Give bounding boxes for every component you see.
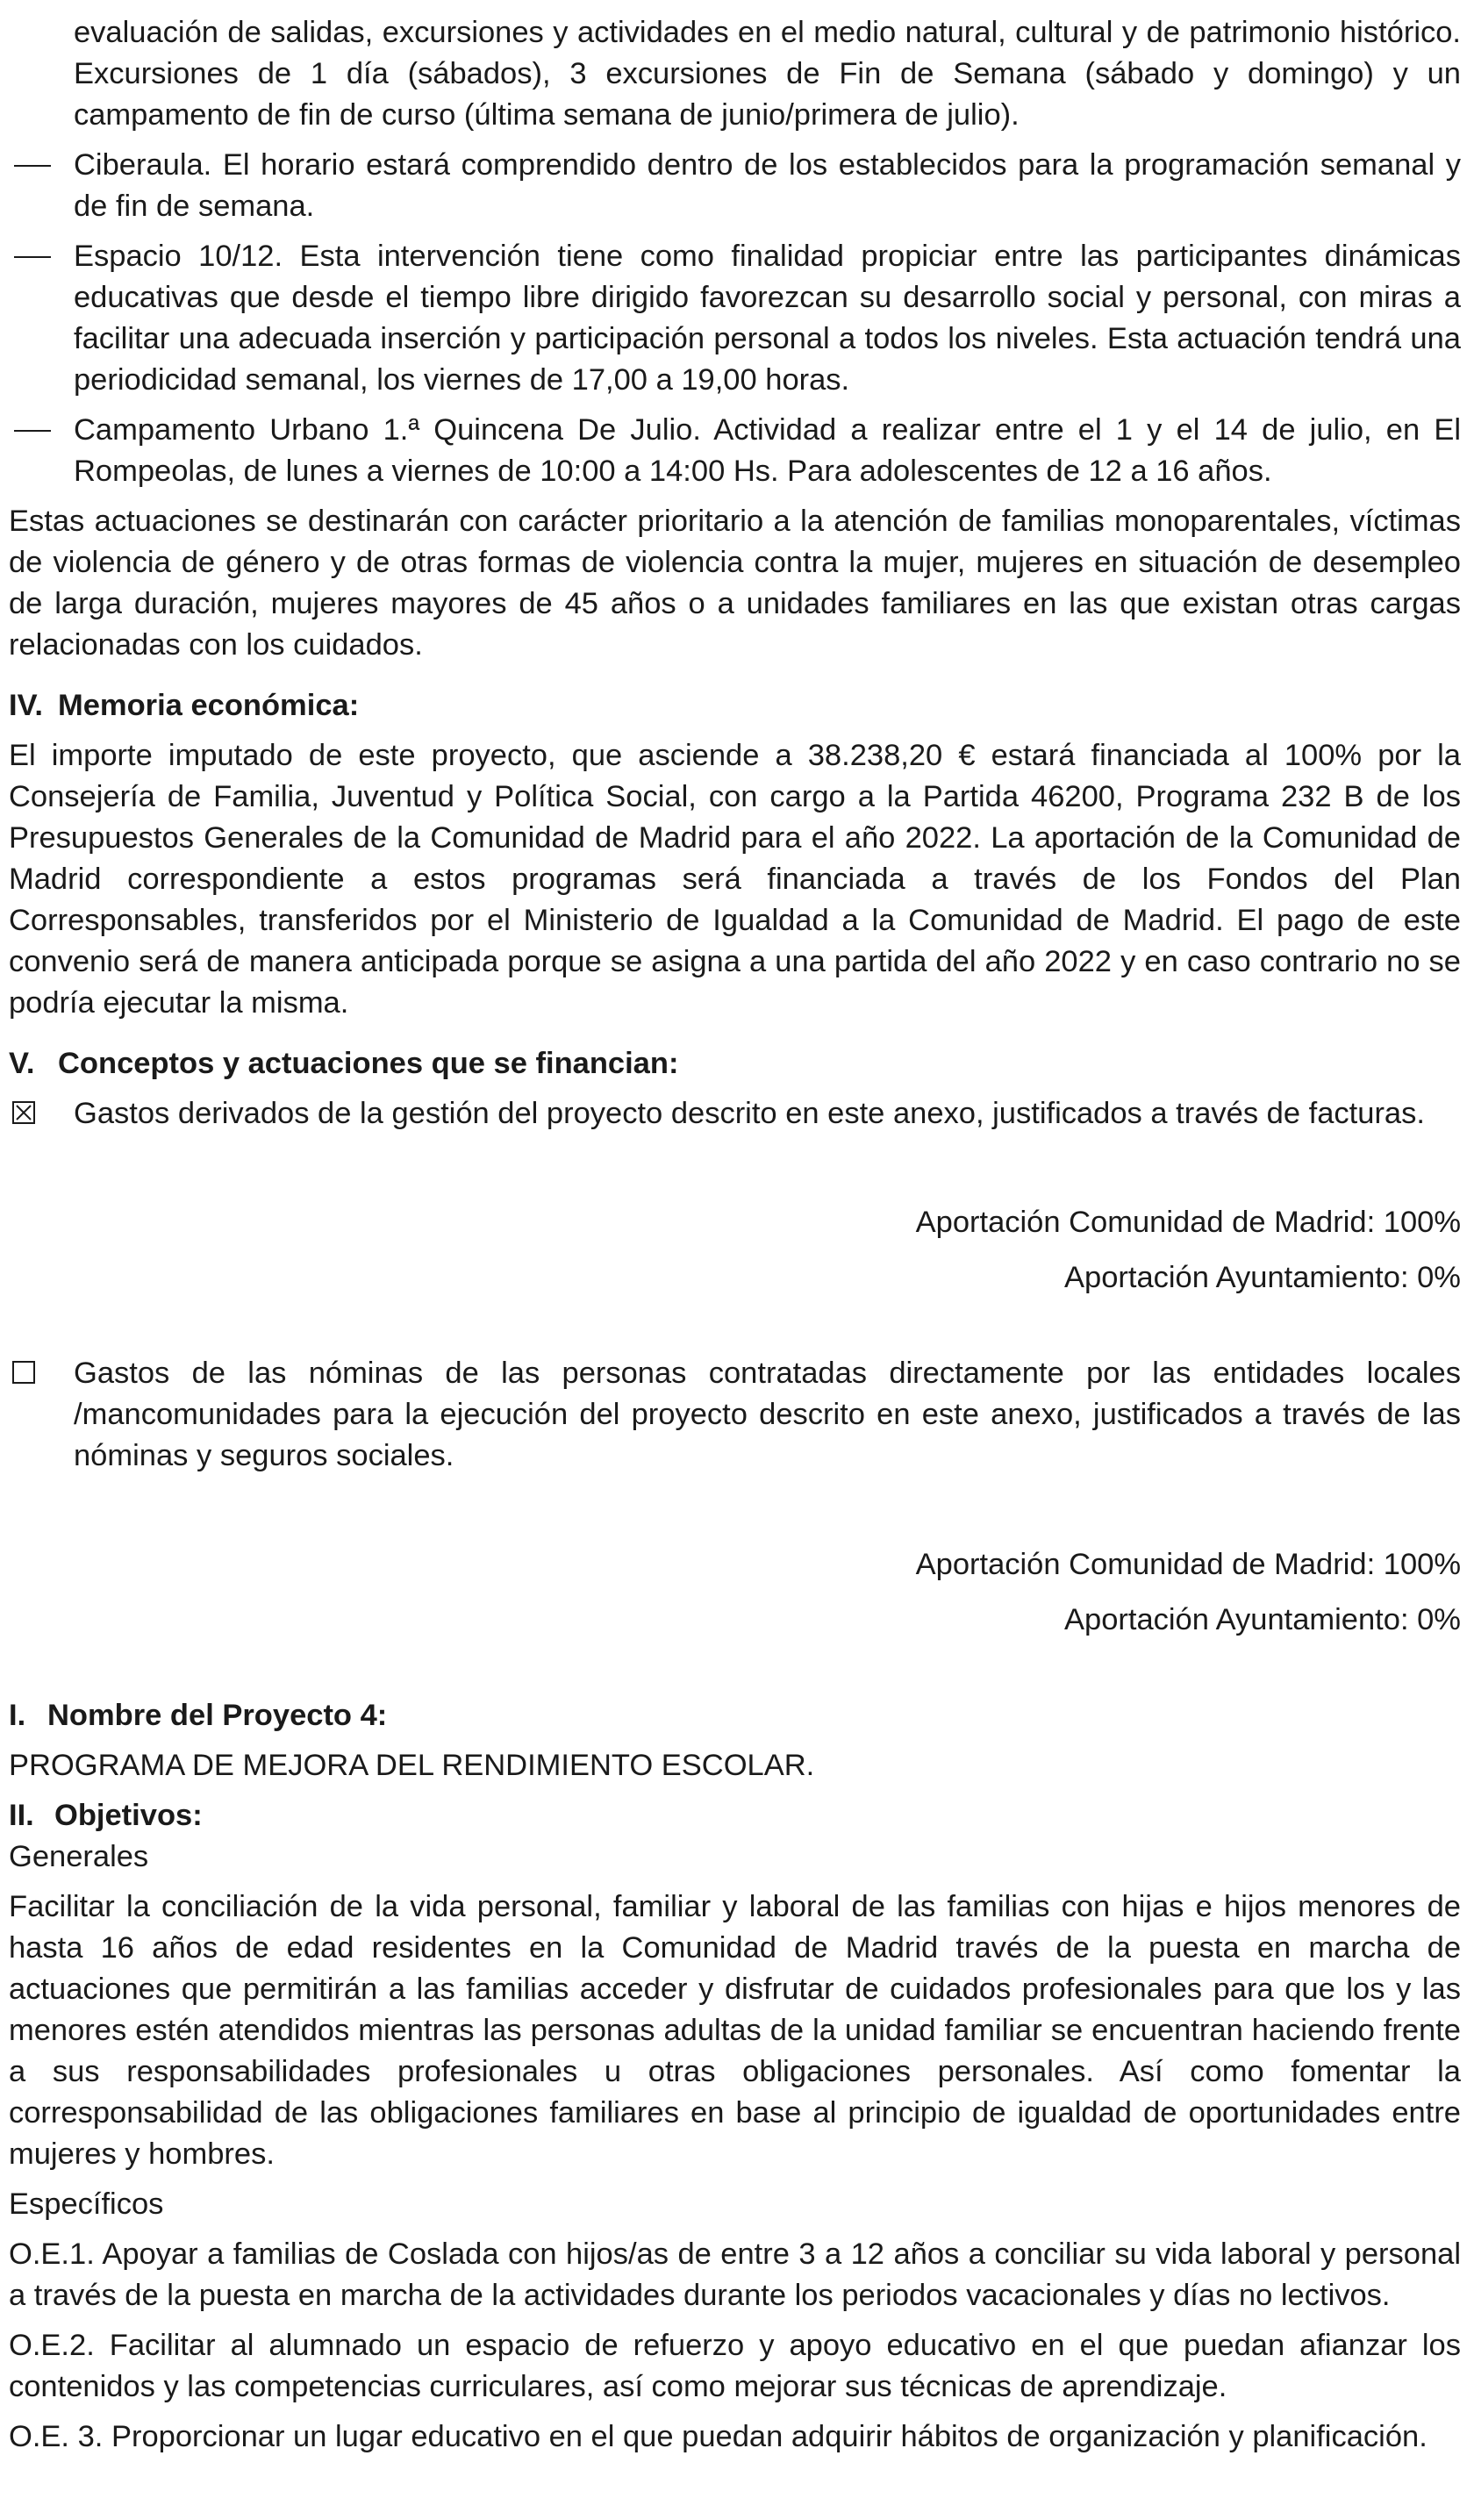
section-number: II. [9, 1799, 34, 1832]
generales-label: Generales [9, 1840, 149, 1873]
project-name: PROGRAMA DE MEJORA DEL RENDIMIENTO ESCOLAR. [9, 1749, 815, 1782]
contribution-cm: Aportación Comunidad de Madrid: 100% [915, 1206, 1461, 1239]
unchecked-checkbox-icon[interactable] [12, 1361, 35, 1384]
especificos-label: Específicos [9, 2187, 164, 2221]
section-title: Memoria económica: [58, 689, 360, 722]
activity-item-campamento [9, 410, 1461, 492]
dash-bullet-icon [14, 165, 51, 167]
section-iv-text: El importe imputado de este proyecto, que asciende a 38.238,20 € estará financiada al 100% por la Consejería de Familia, Juventud y Política Social, con cargo a la Partida 46200, Programa 232 B de los Presupuestos Generales de la Comunidad de Madrid para el año 2022. La aportación de la Comunidad de Madrid correspondiente a estos programas será financiada a través de los Fondos del Plan Corresponsables, transferidos por el Ministerio de Igualdad a la Comunidad de Madrid. El pago de este convenio será de manera anticipada porque se asigna a una partida del año 2022 y en caso contrario no se podría ejecutar la misma. [9, 739, 1461, 1020]
objective-item: O.E.1. Apoyar a familias de Coslada con hijos/as de entre 3 a 12 años a conciliar su vida laboral y personal a través de la puesta en marcha de la actividades durante los periodos vacacionales y días no lectivos. [9, 2237, 1461, 2312]
contribution-ayto: Aportación Ayuntamiento: 0% [1064, 1261, 1461, 1294]
objective-item: O.E.2. Facilitar al alumnado un espacio de refuerzo y apoyo educativo en el que puedan afianzar los contenidos y las competencias curriculares, así como mejorar sus técnicas de aprendizaje. [9, 2329, 1461, 2403]
dash-bullet-icon [14, 256, 51, 258]
section-iv-heading [9, 685, 1461, 727]
activity-item-espacio [9, 236, 1461, 401]
option-nominas [9, 1353, 1461, 1477]
objective-item: O.E. 3. Proporcionar un lugar educativo en el que puedan adquirir hábitos de organización y planificación. [9, 2420, 1427, 2453]
section-title: Objetivos: [54, 1799, 203, 1832]
generales-text: Facilitar la conciliación de la vida personal, familiar y laboral de las familias con hijas e hijos menores de hasta 16 años de edad residentes en la Comunidad de Madrid través de la puesta en marcha de actuaciones que permitirán a las familias acceder y disfrutar de cuidados profesionales para que los y las menores estén atendidos mientras las personas adultas de la unidad familiar se encuentran haciendo frente a sus responsabilidades profesionales u otras obligaciones personales. Así como fomentar la corresponsabilidad de las obligaciones familiares en base al principio de igualdad de oportunidades entre mujeres y hombres. [9, 1890, 1461, 2171]
priority-paragraph: Estas actuaciones se destinarán con carácter prioritario a la atención de familias monoparentales, víctimas de violencia de género y de otras formas de violencia contra la mujer, mujeres en situación de desempleo de larga duración, mujeres mayores de 45 años o a unidades familiares en las que existan otras cargas relacionadas con los cuidados. [9, 505, 1461, 662]
contribution-cm: Aportación Comunidad de Madrid: 100% [915, 1548, 1461, 1581]
project4-section-ii-heading [9, 1795, 1461, 1836]
document-page [9, 12, 1461, 2458]
section-title: Nombre del Proyecto 4: [47, 1699, 388, 1732]
intro-continuation: evaluación de salidas, excursiones y actividades en el medio natural, cultural y de patrimonio histórico. Excursiones de 1 día (sábados), 3 excursiones de Fin de Semana (sábado y domingo) y un campamento de fin de curso (última semana de junio/primera de julio). [74, 16, 1461, 132]
activity-text: Ciberaula. El horario estará comprendido dentro de los establecidos para la programación semanal y de fin de semana. [74, 148, 1461, 223]
activity-text: Espacio 10/12. Esta intervención tiene como finalidad propiciar entre las participantes dinámicas educativas que desde el tiempo libre dirigido favorezcan su desarrollo social y personal, con miras a facilitar una adecuada inserción y participación personal a todos los niveles. Esta actuación tendrá una periodicidad semanal, los viernes de 17,00 a 19,00 horas. [74, 240, 1461, 397]
activity-text: Campamento Urbano 1.ª Quincena De Julio. Actividad a realizar entre el 1 y el 14 de julio, en El Rompeolas, de lunes a viernes de 10:00 a 14:00 Hs. Para adolescentes de 12 a 16 años. [74, 413, 1461, 488]
project4-section-i-heading [9, 1695, 1461, 1736]
section-number: IV. [9, 689, 44, 722]
section-number: I. [9, 1699, 26, 1732]
checked-checkbox-icon[interactable] [12, 1101, 35, 1124]
section-title: Conceptos y actuaciones que se financian: [58, 1047, 679, 1080]
option-text: Gastos derivados de la gestión del proyecto descrito en este anexo, justificados a través de facturas. [74, 1097, 1425, 1130]
section-v-heading [9, 1043, 1461, 1085]
activity-item-ciberaula [9, 145, 1461, 227]
dash-bullet-icon [14, 430, 51, 432]
option-facturas [9, 1093, 1461, 1135]
contribution-ayto: Aportación Ayuntamiento: 0% [1064, 1603, 1461, 1636]
option-text: Gastos de las nóminas de las personas contratadas directamente por las entidades locales /mancomunidades para la ejecución del proyecto descrito en este anexo, justificados a través de las nóminas y seguros sociales. [74, 1357, 1461, 1472]
section-number: V. [9, 1047, 35, 1080]
